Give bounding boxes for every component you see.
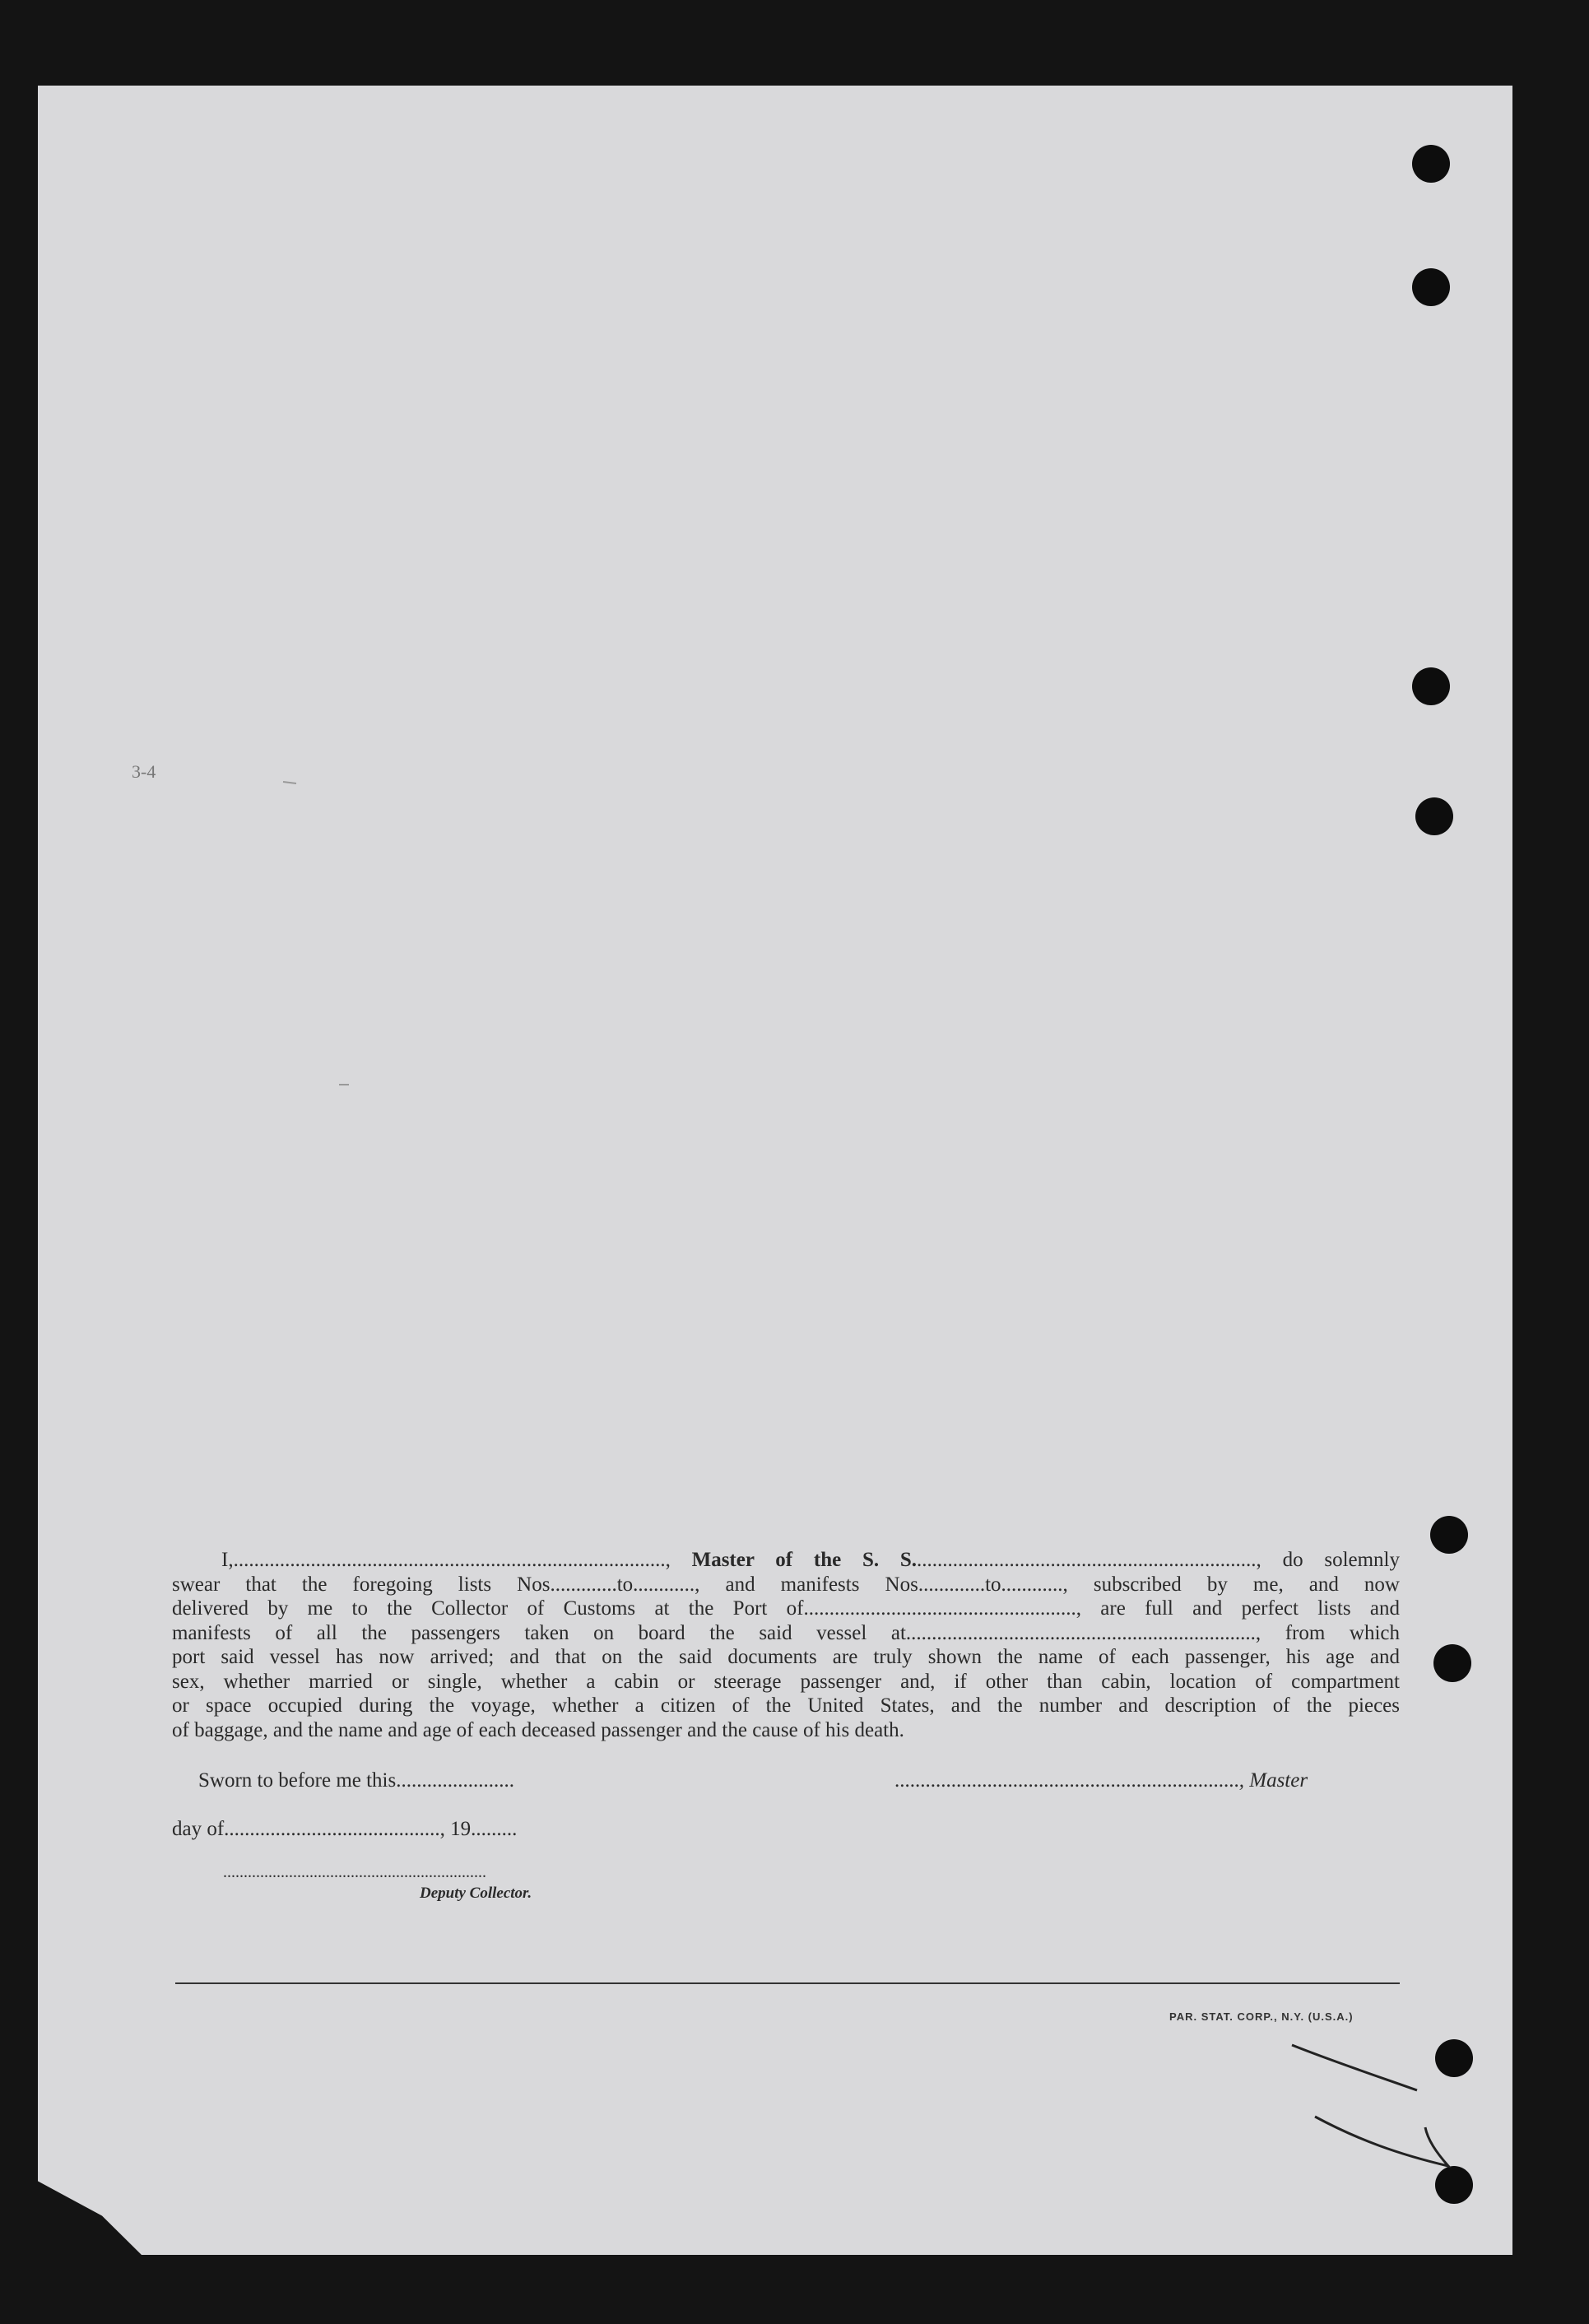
margin-pencil-mark: 3-4	[132, 761, 156, 782]
punch-hole	[1412, 268, 1450, 306]
punch-hole	[1412, 667, 1450, 705]
punch-hole	[1433, 1644, 1471, 1682]
sworn-before-line: Sworn to before me this.......................	[198, 1769, 514, 1792]
horizontal-rule	[175, 1982, 1400, 1984]
master-oath-paragraph	[172, 1548, 1400, 1742]
master-signature-line: ...................................................................	[894, 1769, 1239, 1792]
day-of-line: day of.........................................., 19.........	[172, 1818, 518, 1840]
deputy-collector-signature-line: ................................................................	[223, 1863, 486, 1881]
oath-line: swear that the foregoing lists Nos.............to............, and manifests Nos.............to............, subscribed by me, and now	[172, 1573, 1400, 1596]
oath-line: manifests of all the passengers taken on board the said vessel at...................................................................., from which	[172, 1621, 1400, 1644]
oath-line: delivered by me to the Collector of Customs at the Port of....................................................., are full and perfect lists and	[172, 1597, 1400, 1620]
document-page	[38, 86, 1512, 2255]
punch-hole	[1435, 2039, 1473, 2077]
punch-hole	[1415, 797, 1453, 835]
oath-line: port said vessel has now arrived; and that on the said documents are truly shown the name of each passenger, his age and	[172, 1646, 1400, 1668]
oath-line: of baggage, and the name and age of each deceased passenger and the cause of his death.	[172, 1718, 904, 1741]
printer-imprint: PAR. STAT. CORP., N.Y. (U.S.A.)	[1169, 2010, 1354, 2023]
oath-line: sex, whether married or single, whether a cabin or steerage passenger and, if other than cabin, location of compartment	[172, 1670, 1400, 1693]
master-signature-block	[894, 1769, 1308, 1792]
oath-line: or space occupied during the voyage, whether a citizen of the United States, and the number and description of the pieces	[172, 1694, 1400, 1717]
punch-hole	[1435, 2166, 1473, 2204]
deputy-collector-label: Deputy Collector.	[420, 1885, 532, 1902]
oath-line: I,...................................................................................., Master of the S. S..................................................................., do solemnly	[221, 1549, 1400, 1571]
master-label: , Master	[1238, 1769, 1308, 1792]
punch-hole	[1412, 145, 1450, 183]
master-of-ss-label: Master of the S. S.	[691, 1549, 918, 1571]
punch-hole	[1430, 1516, 1468, 1554]
